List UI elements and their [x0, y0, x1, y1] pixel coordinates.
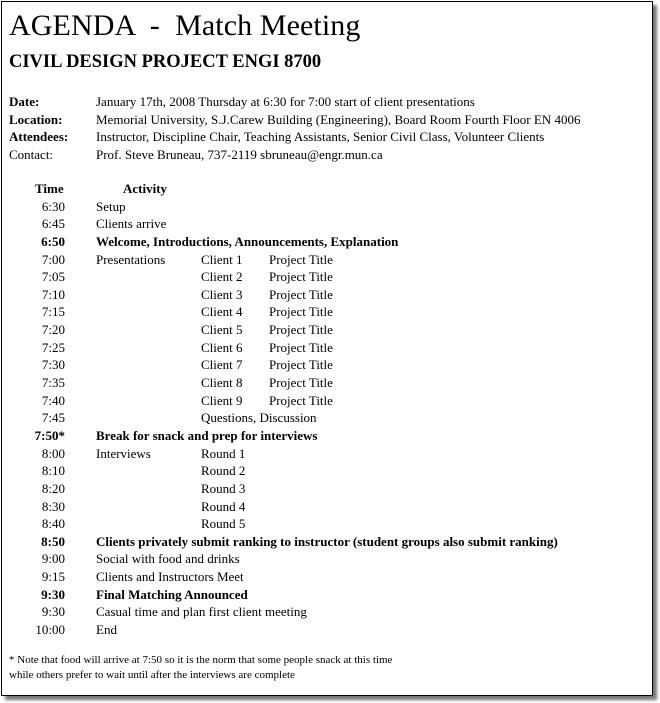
info-label: Contact:: [9, 146, 54, 162]
schedule-time: 7:10: [41, 286, 65, 302]
schedule-time: 7:25: [41, 339, 65, 355]
info-value: January 17th, 2008 Thursday at 6:30 for 7:00 start of client presentations: [96, 94, 475, 109]
info-value: Instructor, Discipline Chair, Teaching Assistants, Senior Civil Class, Volunteer Clients: [96, 129, 545, 145]
schedule-time: 8:20: [41, 480, 65, 496]
schedule-time: 9:30: [41, 604, 65, 620]
schedule-time: 7:05: [41, 269, 65, 285]
schedule-client: Client 5: [201, 322, 243, 338]
schedule-row: [2, 445, 652, 463]
agenda-document: [1, 1, 653, 696]
page-title: AGENDA - Match Meeting: [9, 9, 361, 42]
schedule-client: Round 3: [201, 480, 246, 496]
schedule-client: Client 2: [201, 269, 243, 285]
schedule-row: [2, 198, 652, 216]
schedule-table: [2, 180, 652, 639]
schedule-row: [2, 392, 652, 410]
schedule-row: [2, 427, 652, 445]
page-subtitle: CIVIL DESIGN PROJECT ENGI 8700: [9, 52, 322, 72]
schedule-time: 6:30: [41, 198, 65, 214]
schedule-row: [2, 339, 652, 357]
schedule-client: Round 4: [201, 498, 246, 514]
schedule-header: [2, 180, 652, 198]
schedule-project-title: Project Title: [269, 339, 333, 355]
schedule-time: 8:40: [41, 516, 65, 532]
schedule-client: Round 5: [201, 516, 246, 532]
schedule-activity: Final Matching Announced: [96, 586, 248, 602]
schedule-row: [2, 303, 652, 321]
schedule-activity: Welcome, Introductions, Announcements, Explanation: [96, 233, 399, 249]
schedule-time: 8:00: [41, 445, 65, 461]
schedule-activity: Casual time and plan first client meeting: [96, 604, 307, 620]
schedule-row: [2, 374, 652, 392]
schedule-time: 7:20: [41, 322, 65, 338]
schedule-row: [2, 409, 652, 427]
schedule-time: 7:30: [41, 357, 65, 373]
schedule-activity: Break for snack and prep for interviews: [96, 427, 318, 443]
schedule-activity: Presentations: [96, 251, 166, 267]
schedule-project-title: Project Title: [269, 304, 333, 320]
schedule-time: 9:30: [41, 586, 65, 602]
schedule-time: 7:00: [41, 251, 65, 267]
schedule-project-title: Project Title: [269, 392, 333, 408]
schedule-time: 7:50*: [34, 427, 65, 443]
schedule-time: 8:30: [41, 498, 65, 514]
schedule-row: [2, 480, 652, 498]
schedule-project-title: Project Title: [269, 286, 333, 302]
schedule-project-title: Project Title: [269, 251, 333, 267]
schedule-row: [2, 251, 652, 269]
schedule-client: Client 9: [201, 392, 243, 408]
schedule-activity: Social with food and drinks: [96, 551, 240, 567]
schedule-row: [2, 515, 652, 533]
schedule-row: [2, 462, 652, 480]
schedule-activity: End: [96, 622, 117, 638]
schedule-row: [2, 603, 652, 621]
schedule-activity: Clients privately submit ranking to instructor (student groups also submit ranking): [96, 533, 558, 549]
schedule-client: Client 1: [201, 251, 243, 267]
schedule-time: 7:35: [41, 375, 65, 391]
schedule-time: 8:10: [41, 463, 65, 479]
schedule-time: 6:50: [41, 233, 65, 249]
schedule-time: 7:15: [41, 304, 65, 320]
info-label: Attendees:: [9, 129, 69, 145]
info-value: Memorial University, S.J.Carew Building (Engineering), Board Room Fourth Floor EN 4006: [96, 111, 581, 127]
schedule-row: [2, 215, 652, 233]
schedule-row: [2, 586, 652, 604]
schedule-client: Questions, Discussion: [201, 410, 317, 426]
schedule-time: 10:00: [35, 622, 65, 638]
footnote-line: while others prefer to wait until after the interviews are complete: [9, 669, 295, 681]
schedule-project-title: Project Title: [269, 375, 333, 391]
schedule-client: Round 2: [201, 463, 246, 479]
info-label: Location:: [9, 111, 63, 127]
schedule-activity: Clients and Instructors Meet: [96, 569, 244, 585]
schedule-row: [2, 621, 652, 639]
schedule-row: [2, 533, 652, 551]
schedule-row: [2, 233, 652, 251]
schedule-client: Client 3: [201, 286, 243, 302]
schedule-project-title: Project Title: [269, 322, 333, 338]
schedule-activity: Clients arrive: [96, 216, 167, 232]
schedule-row: [2, 321, 652, 339]
schedule-row: [2, 498, 652, 516]
schedule-project-title: Project Title: [269, 357, 333, 373]
schedule-project-title: Project Title: [269, 269, 333, 285]
schedule-time: 9:00: [41, 551, 65, 567]
schedule-activity: Setup: [96, 198, 126, 214]
schedule-client: Client 6: [201, 339, 243, 355]
time-column-header: Time: [35, 181, 64, 196]
schedule-time: 6:45: [41, 216, 65, 232]
activity-column-header: Activity: [123, 181, 168, 196]
footnote-line: * Note that food will arrive at 7:50 so it is the norm that some people snack at this time: [9, 654, 393, 666]
schedule-client: Client 7: [201, 357, 243, 373]
schedule-client: Client 4: [201, 304, 243, 320]
info-value: Prof. Steve Bruneau, 737-2119 sbruneau@engr.mun.ca: [96, 146, 383, 162]
schedule-client: Client 8: [201, 375, 243, 391]
schedule-time: 7:40: [41, 392, 65, 408]
schedule-time: 9:15: [41, 569, 65, 585]
footnote: [9, 653, 392, 683]
schedule-row: [2, 568, 652, 586]
schedule-row: [2, 550, 652, 568]
schedule-time: 7:45: [41, 410, 65, 426]
schedule-activity: Interviews: [96, 445, 151, 461]
schedule-client: Round 1: [201, 445, 246, 461]
schedule-row: [2, 356, 652, 374]
schedule-row: [2, 286, 652, 304]
info-label: Date:: [9, 94, 40, 109]
schedule-time: 8:50: [41, 533, 65, 549]
schedule-row: [2, 268, 652, 286]
